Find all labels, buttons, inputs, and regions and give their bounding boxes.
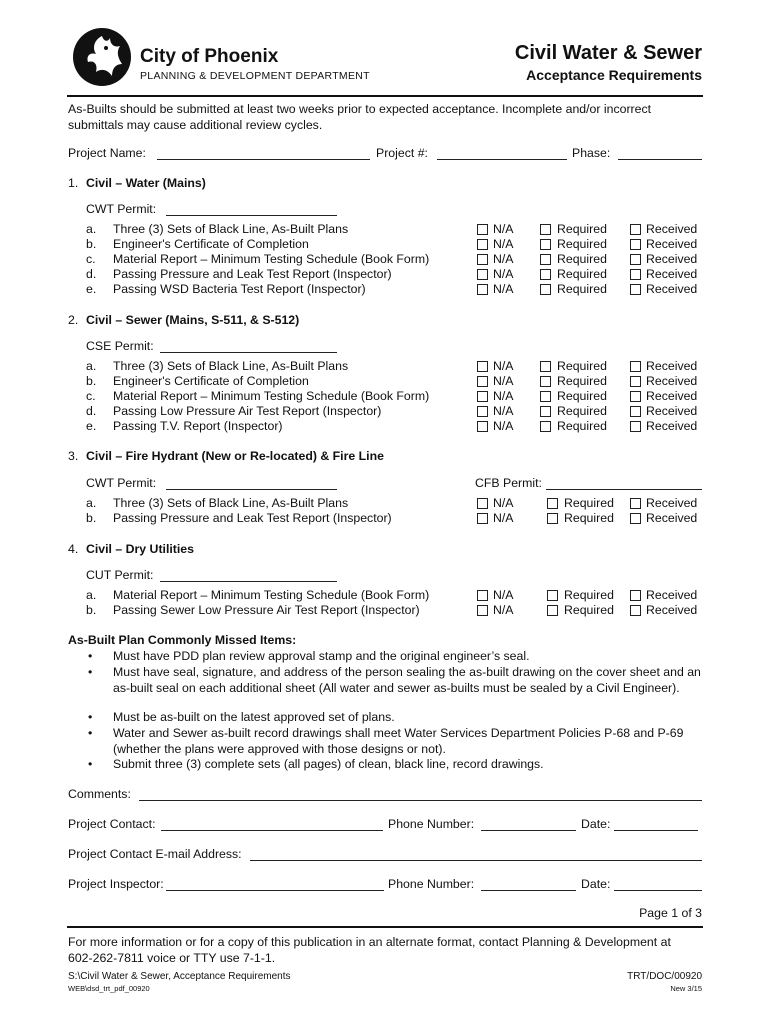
checkbox-na-label: N/A: [493, 267, 514, 281]
checkbox-received[interactable]: [630, 376, 641, 387]
section-3-permit-field-2[interactable]: [546, 489, 702, 490]
checkbox-received[interactable]: [630, 224, 641, 235]
item-text: Engineer's Certificate of Completion: [113, 237, 309, 251]
footer-revision: New 3/15: [670, 984, 702, 993]
item-text: Engineer's Certificate of Completion: [113, 374, 309, 388]
section-1-permit-label: CWT Permit:: [86, 202, 157, 216]
item-letter: a.: [86, 222, 97, 236]
checkbox-required-label: Required: [557, 252, 607, 266]
checkbox-required-label: Required: [557, 419, 607, 433]
checkbox-required-label: Required: [557, 404, 607, 418]
section-3-title: Civil – Fire Hydrant (New or Re-located) & Fire Line: [86, 449, 384, 463]
date-label: Date:: [581, 817, 611, 831]
checkbox-received[interactable]: [630, 254, 641, 265]
checkbox-na-label: N/A: [493, 389, 514, 403]
checkbox-na-label: N/A: [493, 496, 514, 510]
checkbox-na[interactable]: [477, 361, 488, 372]
section-2-permit-label: CSE Permit:: [86, 339, 154, 353]
checkbox-na[interactable]: [477, 224, 488, 235]
inspector-date-field[interactable]: [614, 890, 702, 891]
item-text: Passing Pressure and Leak Test Report (Inspector): [113, 511, 392, 525]
item-letter: c.: [86, 389, 96, 403]
checkbox-received-label: Received: [646, 496, 698, 510]
item-letter: b.: [86, 603, 97, 617]
bullet-text: Submit three (3) complete sets (all pages) of clean, black line, record drawings.: [113, 757, 544, 771]
section-2-title: Civil – Sewer (Mains, S-511, & S-512): [86, 313, 300, 327]
item-letter: d.: [86, 267, 97, 281]
city-logo: [72, 26, 132, 88]
checkbox-required-label: Required: [557, 389, 607, 403]
checkbox-required[interactable]: [540, 239, 551, 250]
phone-field[interactable]: [481, 830, 576, 831]
checkbox-received[interactable]: [630, 605, 641, 616]
inspector-label: Project Inspector:: [68, 877, 164, 891]
item-letter: c.: [86, 252, 96, 266]
checkbox-na[interactable]: [477, 391, 488, 402]
checkbox-na[interactable]: [477, 254, 488, 265]
checkbox-na[interactable]: [477, 421, 488, 432]
project-number-label: Project #:: [376, 146, 428, 160]
checkbox-na-label: N/A: [493, 588, 514, 602]
section-3-permit-label: CWT Permit:: [86, 476, 157, 490]
checkbox-received-label: Received: [646, 222, 698, 236]
section-1-permit-field[interactable]: [166, 215, 337, 216]
inspector-date-label: Date:: [581, 877, 611, 891]
section-4-permit-field[interactable]: [160, 581, 337, 582]
section-4-permit-label: CUT Permit:: [86, 568, 154, 582]
item-text: Material Report – Minimum Testing Schedule (Book Form): [113, 389, 430, 403]
checkbox-received[interactable]: [630, 421, 641, 432]
project-contact-field[interactable]: [161, 830, 383, 831]
checkbox-na[interactable]: [477, 284, 488, 295]
checkbox-received-label: Received: [646, 404, 698, 418]
checkbox-received-label: Received: [646, 588, 698, 602]
checkbox-received-label: Received: [646, 419, 698, 433]
inspector-phone-field[interactable]: [481, 890, 576, 891]
item-letter: e.: [86, 419, 97, 433]
checkbox-required-label: Required: [557, 282, 607, 296]
project-name-field[interactable]: [157, 159, 370, 160]
item-text: Material Report – Minimum Testing Schedule (Book Form): [113, 588, 430, 602]
checkbox-required[interactable]: [540, 406, 551, 417]
section-2-number: 2.: [68, 313, 79, 327]
checkbox-na-label: N/A: [493, 404, 514, 418]
checkbox-required[interactable]: [540, 421, 551, 432]
item-text: Passing Pressure and Leak Test Report (Inspector): [113, 267, 392, 281]
item-letter: b.: [86, 237, 97, 251]
checkbox-na[interactable]: [477, 239, 488, 250]
phone-label: Phone Number:: [388, 817, 475, 831]
section-3-permit-field[interactable]: [166, 489, 337, 490]
checkbox-required[interactable]: [540, 376, 551, 387]
checkbox-received[interactable]: [630, 284, 641, 295]
bullet-icon: •: [88, 757, 93, 771]
item-text: Passing T.V. Report (Inspector): [113, 419, 283, 433]
checkbox-received-label: Received: [646, 603, 698, 617]
checkbox-required[interactable]: [540, 391, 551, 402]
phase-label: Phase:: [572, 146, 611, 160]
item-letter: a.: [86, 359, 97, 373]
org-department: PLANNING & DEVELOPMENT DEPARTMENT: [140, 70, 370, 82]
email-label: Project Contact E-mail Address:: [68, 847, 242, 861]
page-number: Page 1 of 3: [639, 906, 702, 920]
section-2-permit-field[interactable]: [160, 352, 337, 353]
checkbox-na[interactable]: [477, 513, 488, 524]
item-text: Passing WSD Bacteria Test Report (Inspector): [113, 282, 366, 296]
bullet-text: Must be as-built on the latest approved set of plans.: [113, 710, 395, 724]
date-field[interactable]: [614, 830, 698, 831]
checkbox-na[interactable]: [477, 376, 488, 387]
checkbox-na-label: N/A: [493, 603, 514, 617]
footer-web: WEB\dsd_trt_pdf_00920: [68, 984, 150, 993]
checkbox-na-label: N/A: [493, 359, 514, 373]
checkbox-received-label: Received: [646, 252, 698, 266]
checkbox-received[interactable]: [630, 361, 641, 372]
checkbox-received-label: Received: [646, 237, 698, 251]
checkbox-na[interactable]: [477, 590, 488, 601]
document-title: Civil Water & Sewer: [514, 42, 702, 64]
item-text: Three (3) Sets of Black Line, As-Built Plans: [113, 496, 349, 510]
checkbox-required-label: Required: [557, 237, 607, 251]
missed-items-heading: As-Built Plan Commonly Missed Items:: [68, 633, 297, 647]
checkbox-na-label: N/A: [493, 237, 514, 251]
checkbox-received[interactable]: [630, 269, 641, 280]
item-text: Passing Low Pressure Air Test Report (Inspector): [113, 404, 382, 418]
intro-text: As-Builts should be submitted at least two weeks prior to expected acceptance. Incomplete and/or incorrect submittals may cause additional review cycles.: [68, 102, 652, 132]
bullet-icon: •: [88, 726, 93, 740]
checkbox-required[interactable]: [540, 284, 551, 295]
checkbox-required-label: Required: [564, 496, 614, 510]
checkbox-required-label: Required: [557, 359, 607, 373]
header-rule: [67, 95, 703, 97]
phase-field[interactable]: [618, 159, 702, 160]
item-letter: d.: [86, 404, 97, 418]
project-contact-label: Project Contact:: [68, 817, 156, 831]
inspector-field[interactable]: [166, 890, 384, 891]
more-info-text: For more information or for a copy of this publication in an alternate format, contact Planning & Development at 602-262-7811 voice or TTY use 7-1-1.: [68, 935, 671, 965]
org-name: City of Phoenix: [140, 46, 279, 67]
project-name-label: Project Name:: [68, 146, 146, 160]
checkbox-required[interactable]: [547, 513, 558, 524]
checkbox-na[interactable]: [477, 269, 488, 280]
bullet-icon: •: [88, 665, 93, 679]
checkbox-na[interactable]: [477, 605, 488, 616]
section-3-number: 3.: [68, 449, 79, 463]
inspector-phone-label: Phone Number:: [388, 877, 475, 891]
checkbox-required-label: Required: [564, 603, 614, 617]
footer-rule: [67, 926, 703, 928]
comments-field[interactable]: [139, 800, 702, 801]
item-text: Material Report – Minimum Testing Schedule (Book Form): [113, 252, 430, 266]
checkbox-required-label: Required: [557, 222, 607, 236]
section-4-title: Civil – Dry Utilities: [86, 542, 194, 556]
section-4-number: 4.: [68, 542, 79, 556]
section-1-number: 1.: [68, 176, 79, 190]
section-3-permit-label-2: CFB Permit:: [475, 476, 542, 490]
bullet-text: Must have PDD plan review approval stamp and the original engineer’s seal.: [113, 649, 530, 663]
item-letter: b.: [86, 511, 97, 525]
item-text: Three (3) Sets of Black Line, As-Built Plans: [113, 222, 349, 236]
item-letter: b.: [86, 374, 97, 388]
checkbox-na-label: N/A: [493, 252, 514, 266]
email-field[interactable]: [250, 860, 702, 861]
bullet-text: Water and Sewer as-built record drawings shall meet Water Services Department Policies P-68 and P-69 (whether the plans were approved with those designs or not).: [113, 726, 684, 756]
item-letter: a.: [86, 496, 97, 510]
checkbox-received[interactable]: [630, 391, 641, 402]
checkbox-received[interactable]: [630, 406, 641, 417]
checkbox-na-label: N/A: [493, 374, 514, 388]
checkbox-required-label: Required: [564, 511, 614, 525]
checkbox-required-label: Required: [557, 267, 607, 281]
checkbox-received[interactable]: [630, 590, 641, 601]
checkbox-received-label: Received: [646, 374, 698, 388]
document-subtitle: Acceptance Requirements: [526, 67, 702, 83]
item-letter: a.: [86, 588, 97, 602]
checkbox-required[interactable]: [547, 590, 558, 601]
checkbox-required-label: Required: [557, 374, 607, 388]
checkbox-received[interactable]: [630, 239, 641, 250]
checkbox-required[interactable]: [547, 498, 558, 509]
checkbox-required-label: Required: [564, 588, 614, 602]
checkbox-na-label: N/A: [493, 222, 514, 236]
checkbox-na-label: N/A: [493, 282, 514, 296]
item-text: Passing Sewer Low Pressure Air Test Report (Inspector): [113, 603, 420, 617]
section-1-title: Civil – Water (Mains): [86, 176, 206, 190]
checkbox-received-label: Received: [646, 282, 698, 296]
checkbox-required[interactable]: [540, 224, 551, 235]
checkbox-na-label: N/A: [493, 511, 514, 525]
project-number-field[interactable]: [437, 159, 567, 160]
checkbox-required[interactable]: [540, 269, 551, 280]
comments-label: Comments:: [68, 787, 131, 801]
bullet-icon: •: [88, 710, 93, 724]
checkbox-received[interactable]: [630, 498, 641, 509]
checkbox-received-label: Received: [646, 267, 698, 281]
checkbox-required[interactable]: [540, 361, 551, 372]
checkbox-received-label: Received: [646, 359, 698, 373]
item-letter: e.: [86, 282, 97, 296]
footer-path: S:\Civil Water & Sewer, Acceptance Requirements: [68, 971, 291, 982]
checkbox-na[interactable]: [477, 498, 488, 509]
footer-doc-id: TRT/DOC/00920: [627, 971, 702, 982]
checkbox-required[interactable]: [540, 254, 551, 265]
checkbox-received-label: Received: [646, 389, 698, 403]
bullet-icon: •: [88, 649, 93, 663]
checkbox-received-label: Received: [646, 511, 698, 525]
checkbox-required[interactable]: [547, 605, 558, 616]
checkbox-received[interactable]: [630, 513, 641, 524]
bullet-text: Must have seal, signature, and address of the person sealing the as-built drawing on the cover sheet and an as-built seal on each additional sheet (All water and sewer as-builts must be sealed by a Civil Engineer).: [113, 665, 701, 695]
checkbox-na[interactable]: [477, 406, 488, 417]
item-text: Three (3) Sets of Black Line, As-Built Plans: [113, 359, 349, 373]
checkbox-na-label: N/A: [493, 419, 514, 433]
